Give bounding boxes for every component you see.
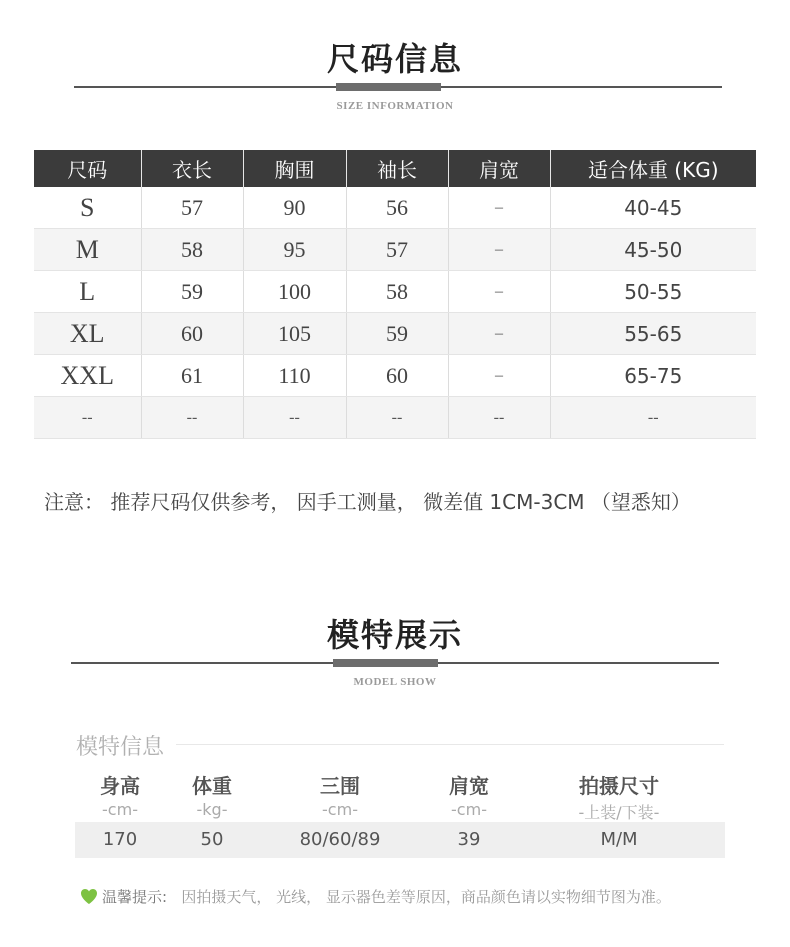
cell-sleeve: 56 [346,187,448,229]
cell-length: 58 [141,229,243,271]
cell-length: 61 [141,355,243,397]
header-chest: 胸围 [243,150,346,187]
model-col-height-label: 身高 [100,774,140,798]
model-col-measurements-unit: -cm- [322,800,358,819]
cell-size: XL [34,313,141,355]
model-height-value: 170 [102,829,138,850]
model-col-height-unit: -cm- [102,800,138,819]
header-length: 衣长 [141,150,243,187]
cell-weight: 55-65 [550,313,756,355]
size-title-accent-bar [336,83,441,91]
cell-shoulder: – [448,229,550,271]
model-shoulder-value: 39 [457,829,481,850]
warm-tip [80,886,671,909]
cell-sleeve: 58 [346,271,448,313]
warm-tip-label: 温馨提示: [102,888,168,906]
model-section-title: 模特展示 [326,616,463,654]
cell-shoulder: – [448,187,550,229]
size-note: 注意： 推荐尺码仅供参考， 因手工测量， 微差值 1CM-3CM （望悉知） [44,490,691,514]
cell-sleeve: 60 [346,355,448,397]
cell-chest: 95 [243,229,346,271]
cell-weight: -- [550,397,756,439]
model-title-accent-bar [333,659,438,667]
model-col-shoot-size-label: 拍摄尺寸 [579,774,659,798]
cell-size: S [34,187,141,229]
cell-length: 57 [141,187,243,229]
model-shoot-size-value: M/M [600,829,638,850]
size-table [34,150,756,439]
table-row [34,187,756,229]
cell-size: L [34,271,141,313]
model-section-subtitle: MODEL SHOW [353,676,437,688]
model-weight-value: 50 [200,829,224,850]
size-section-title: 尺码信息 [326,40,463,78]
cell-length: 59 [141,271,243,313]
cell-chest: 90 [243,187,346,229]
header-weight: 适合体重 (KG) [550,150,756,187]
model-info-heading: 模特信息 [76,735,165,760]
table-row [34,271,756,313]
model-col-shoulder-unit: -cm- [451,800,487,819]
cell-chest: 110 [243,355,346,397]
table-row [34,397,756,439]
cell-length: 60 [141,313,243,355]
cell-weight: 45-50 [550,229,756,271]
cell-weight: 65-75 [550,355,756,397]
cell-length: -- [141,397,243,439]
cell-shoulder: – [448,271,550,313]
model-col-shoot-size-unit: -上装/下装- [578,803,660,822]
model-heading-divider [176,744,724,745]
table-row [34,313,756,355]
cell-weight: 40-45 [550,187,756,229]
model-measurements-value: 80/60/89 [299,829,381,850]
size-section-subtitle: SIZE INFORMATION [336,100,454,112]
table-row [34,229,756,271]
table-row [34,355,756,397]
header-size: 尺码 [34,150,141,187]
cell-shoulder: – [448,313,550,355]
cell-chest: 105 [243,313,346,355]
cell-chest: 100 [243,271,346,313]
cell-shoulder: – [448,355,550,397]
header-shoulder: 肩宽 [448,150,550,187]
warm-tip-text: 因拍摄天气， 光线， 显示器色差等原因，商品颜色请以实物细节图为准。 [181,888,671,906]
model-col-weight-unit: -kg- [196,800,228,819]
cell-sleeve: 57 [346,229,448,271]
model-col-measurements-label: 三围 [320,774,360,798]
heart-icon [80,888,98,909]
cell-size: -- [34,397,141,439]
cell-size: XXL [34,355,141,397]
header-sleeve: 袖长 [346,150,448,187]
model-col-shoulder-label: 肩宽 [449,774,489,798]
cell-weight: 50-55 [550,271,756,313]
size-table-header [34,150,756,187]
cell-shoulder: -- [448,397,550,439]
cell-size: M [34,229,141,271]
model-col-weight-label: 体重 [192,774,232,798]
cell-sleeve: -- [346,397,448,439]
cell-sleeve: 59 [346,313,448,355]
cell-chest: -- [243,397,346,439]
